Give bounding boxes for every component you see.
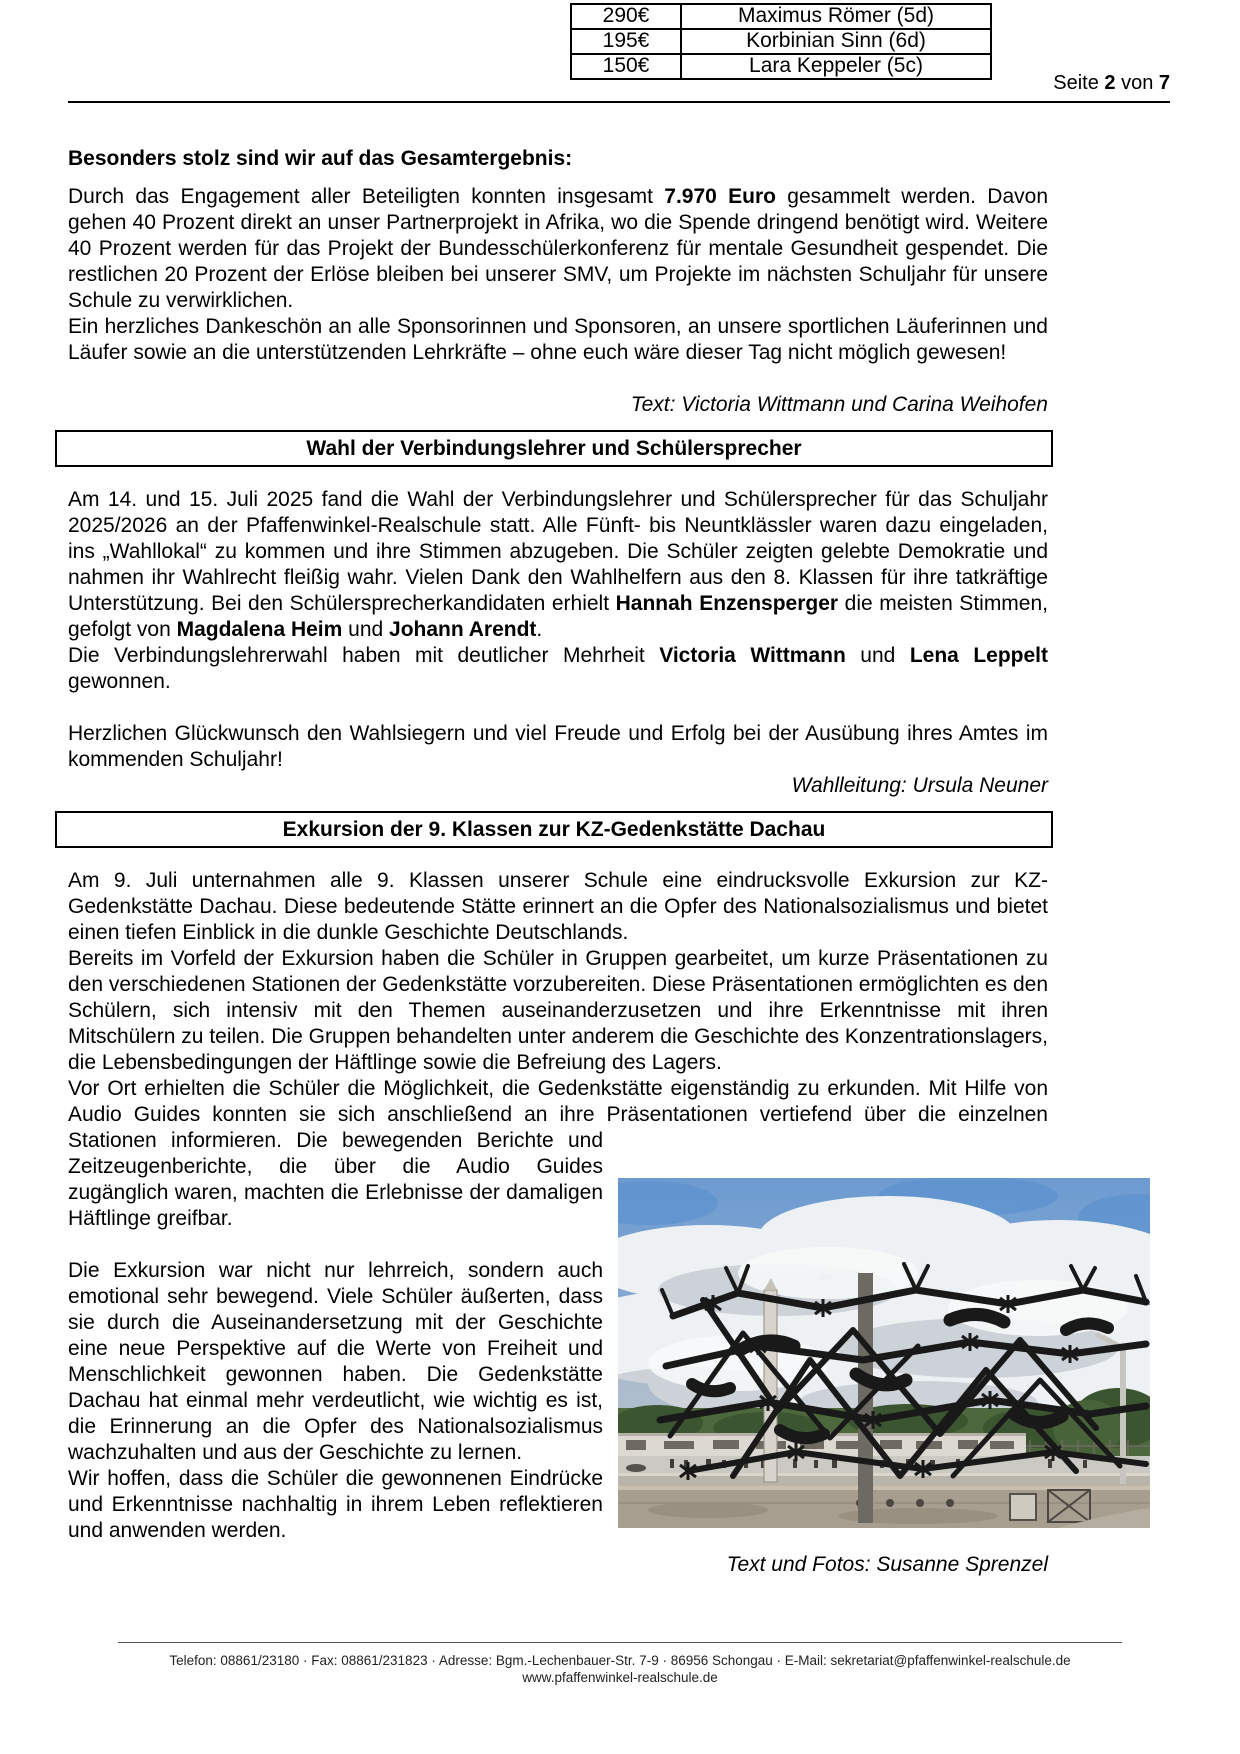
paragraph-excursion-3a: Vor Ort erhielten die Schüler die Möglichkeit, die Gedenkstätte eigenständig zu erkunden. Mit Hilfe von Audio Guides konnten sie sich anschließend an ihre Präsentationen vertiefend über die einzelnen [68,1077,1048,1126]
page-indicator: Seite 2 von 7 [1053,72,1170,94]
footer-rule [118,1642,1122,1643]
paragraph-excursion-1: Am 9. Juli unternahmen alle 9. Klassen unserer Schule eine eindrucksvolle Exkursion zur KZ-Gedenkstätte Dachau. Diese bedeutende Stätte erinnert an die Opfer des Nationalsozialismus und bietet einen tiefen Einblick in die dunkle Geschichte Deutschlands. [68,869,1048,944]
credit-excursion: Text und Fotos: Susanne Sprenzel [726,1553,1048,1576]
donor-name: Korbinian Sinn (6d) [681,29,991,54]
paragraph-excursion-3b: Stationen informieren. Die bewegenden Berichte und Zeitzeugenberichte, die über die Audio Guides zugänglich waren, machten die Erlebnisse der damaligen Häftlinge greifbar. [68,1129,603,1230]
donation-amount: 150€ [571,54,681,79]
section-box-heading-exkursion: Exkursion der 9. Klassen zur KZ-Gedenkstätte Dachau [55,811,1053,848]
credit-election: Wahlleitung: Ursula Neuner [791,774,1048,797]
credit-donations: Text: Victoria Wittmann und Carina Weihofen [630,393,1048,416]
dachau-memorial-illustration [618,1178,1150,1528]
wrapped-text-column [68,1128,603,1544]
paragraph-excursion-5: Wir hoffen, dass die Schüler die gewonnenen Eindrücke und Erkenntnisse nachhaltig in ihrem Leben reflektieren und anwenden werden. [68,1467,603,1542]
paragraph-election-2: Die Verbindungslehrerwahl haben mit deutlicher Mehrheit Victoria Wittmann und Lena Leppelt gewonnen. [68,644,1048,693]
footer-website: www.pfaffenwinkel-realschule.de [522,1670,718,1685]
donor-table [570,3,992,80]
donation-amount: 290€ [571,4,681,29]
page-footer [118,1642,1122,1686]
paragraph-election-1: Am 14. und 15. Juli 2025 fand die Wahl der Verbindungslehrer und Schülersprecher für das Schuljahr 2025/2026 an der Pfaffenwinkel-Realschule statt. Alle Fünft- bis Neuntklässler waren dazu eingeladen, ins „Wahllokal“ zu kommen und ihre Stimmen abzugeben. Die Schüler zeigten gelebte Demokratie und nahmen ihr Wahlrecht fleißig wahr. Vielen Dank den Wahlhelfern aus den 8. Klassen für ihre tatkräftige Unterstützung. Bei den Schülersprecherkandidaten erhielt Hannah Enzensperger die meisten Stimmen, gefolgt von Magdalena Heim und Johann Arendt. [68,488,1048,641]
table-row [571,54,991,79]
paragraph-thanks: Ein herzliches Dankeschön an alle Sponsorinnen und Sponsoren, an unsere sportlichen Läuferinnen und Läufer sowie an die unterstützenden Lehrkräfte – ohne euch wäre dieser Tag nicht möglich gewesen! [68,315,1048,364]
footer-contact: Telefon: 08861/23180 · Fax: 08861/231823 · Adresse: Bgm.-Lechenbauer-Str. 7-9 · 86956 Schongau · E-Mail: sekretariat@pfaffenwinkel-realschule.de [169,1653,1071,1668]
section-box-heading-wahl: Wahl der Verbindungslehrer und Schülersprecher [55,430,1053,467]
donor-name: Lara Keppeler (5c) [681,54,991,79]
header-rule [68,101,1170,103]
donation-amount: 195€ [571,29,681,54]
table-row [571,29,991,54]
table-row [571,4,991,29]
document-body [68,130,1048,1578]
paragraph-congratulations: Herzlichen Glückwunsch den Wahlsiegern und viel Freude und Erfolg bei der Ausübung ihres Amtes im kommenden Schuljahr! [68,722,1048,771]
section-heading-gesamtergebnis: Besonders stolz sind wir auf das Gesamtergebnis: [68,147,573,170]
paragraph-excursion-4: Die Exkursion war nicht nur lehrreich, sondern auch emotional sehr bewegend. Viele Schüler äußerten, dass sie durch die Auseinandersetzung mit der Geschichte eine neue Perspektive auf die Werte von Freiheit und Menschlichkeit gewonnen haben. Die Gedenkstätte Dachau hat einmal mehr verdeutlicht, wie wichtig es ist, die Erinnerung an die Opfer des Nationalsozialismus wachzuhalten und aus der Geschichte zu lernen. [68,1259,603,1464]
donor-name: Maximus Römer (5d) [681,4,991,29]
text-photo-row [68,1128,1048,1544]
paragraph-excursion-2: Bereits im Vorfeld der Exkursion haben die Schüler in Gruppen gearbeitet, um kurze Präsentationen zu den verschiedenen Stationen der Gedenkstätte vorzubereiten. Diese Präsentationen ermöglichten es den Schülern, sich intensiv mit den Themen auseinanderzusetzen und ihre Erkenntnisse mit ihren Mitschülern zu teilen. Die Gruppen behandelten unter anderem die Geschichte des Konzentrationslagers, die Lebensbedingungen der Häftlinge sowie die Befreiung des Lagers. [68,947,1048,1074]
paragraph-donations: Durch das Engagement aller Beteiligten konnten insgesamt 7.970 Euro gesammelt werden. Davon gehen 40 Prozent direkt an unser Partnerprojekt in Afrika, wo die Spende dringend benötigt wird. Weitere 40 Prozent werden für das Projekt der Bundesschülerkonferenz für mentale Gesundheit gespendet. Die restlichen 20 Prozent der Erlöse bleiben bei unserer SMV, um Projekte im nächsten Schuljahr für unsere Schule zu verwirklichen. [68,185,1049,312]
dachau-memorial-photo [618,1178,1150,1528]
